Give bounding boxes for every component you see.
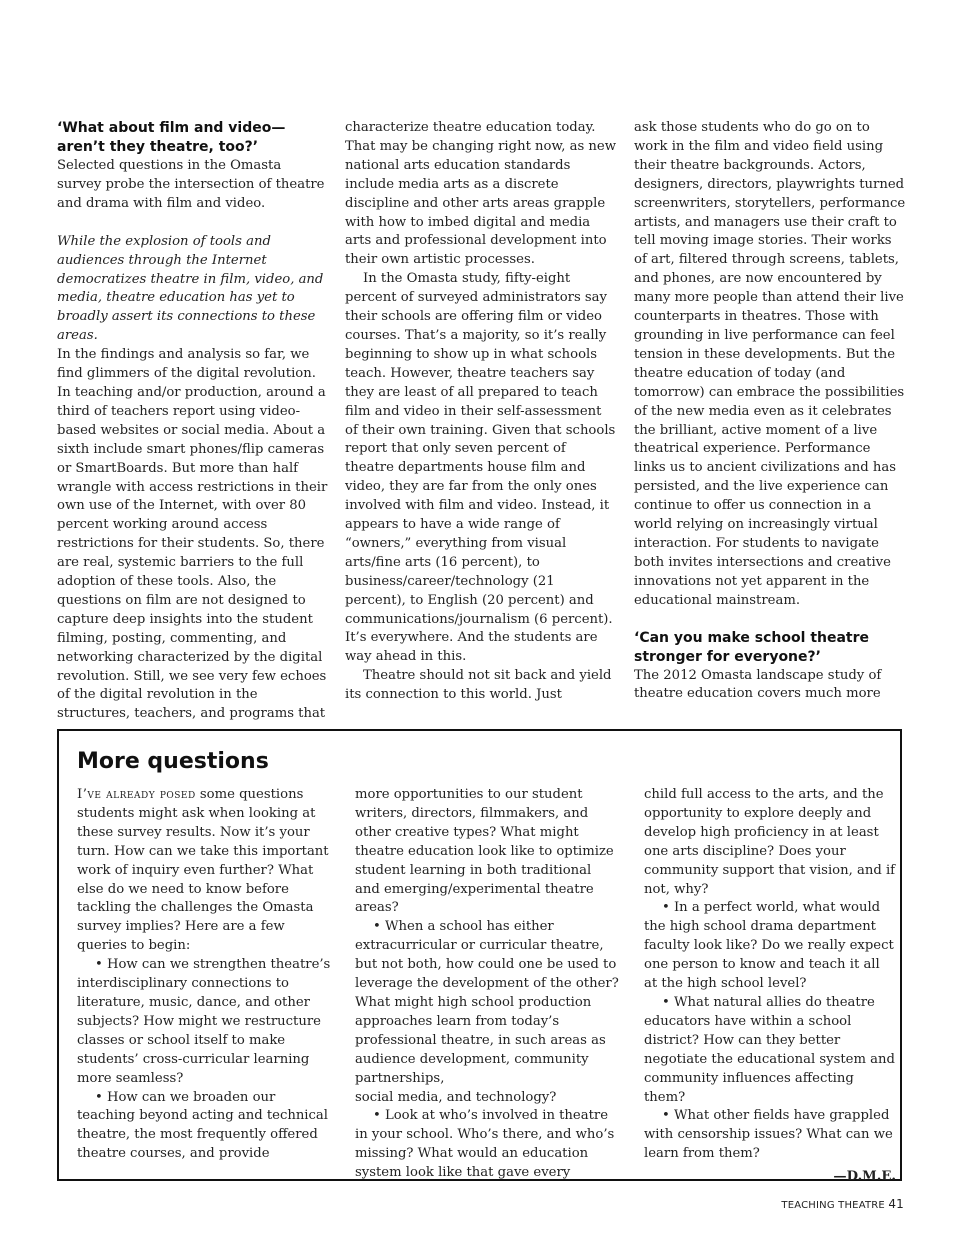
- body-paragraph: In the findings and analysis so far, we find glimmers of the digital revolution. In teaching and/or production, around a third of teachers report using video-based websites or social media. About a sixth include smart phones/flip cameras or SmartBoards. But more than half wrangle with access restrictions in their own use of the Internet, with over 80 percent working around access restrictions for their students. So, there are real, systemic barriers to the full adoption of these tools. Also, the questions on film are not designed to capture deep insights into the student filming, posting, commenting, and networking characterized by the digital revolution. Still, we see very few echoes of the digital revolution in the structures, teachers, and programs that: [57, 347, 328, 722]
- question-bullet: • How can we broaden our teaching beyond acting and technical theatre, the most frequently offered theatre courses, and provide: [77, 1089, 328, 1162]
- body-paragraph: Theatre should not sit back and yield its connection to this world. Just: [345, 668, 612, 703]
- question-bullet: • What natural allies do theatre educators have within a school district? How can they better negotiate the educational system and community influences affecting them?: [644, 994, 895, 1105]
- italic-summary: While the explosion of tools and audiences through the Internet democratizes theatre in film, video, and media, theatre education has yet to broadly assert its connections to these areas.: [57, 233, 324, 344]
- page-number: 41: [888, 1197, 904, 1211]
- body-paragraph: The 2012 Omasta landscape study of theatre education covers much more: [634, 667, 882, 702]
- question-bullet: • When a school has either extracurricular or curricular theatre, but not both, how could one be used to leverage the development of the other? What might high school production approaches learn from today’s professional theatre, in such areas as audience development, community partnerships,: [355, 919, 619, 1086]
- sidebar-paragraph: child full access to the arts, and the opportunity to explore deeply and develop high proficiency in at least one arts discipline? Does your community support that vision, and if not, why?: [644, 787, 896, 897]
- lead-in-caps: I’ve already posed: [77, 787, 196, 802]
- body-paragraph: characterize theatre education today. That may be changing right now, as new national arts education standards include media arts as a discrete discipline and other arts areas grapple with how to imbed digital and media arts and professional development into their own artistic processes.: [345, 120, 617, 268]
- lead-in-text: some questions students might ask when looking at these survey results. Now it’s your turn. How can we take this important work of inquiry even further? What else do we need to know before tackling the challenges the Omasta survey implies? Here are a few queries to begin:: [77, 787, 329, 954]
- publication-name: TEACHING THEATRE: [781, 1200, 885, 1211]
- page-footer: [781, 1197, 904, 1211]
- author-signature: —D.M.E.: [833, 1169, 896, 1185]
- column-2: [345, 119, 617, 705]
- section-heading-school-theatre: ‘Can you make school theatre stronger for everyone?’: [634, 629, 870, 665]
- question-bullet: • In a perfect world, what would the high school drama department faculty look like? Do we really expect one person to know and teach it all at the high school level?: [644, 900, 894, 992]
- question-bullet: • Look at who’s involved in theatre in your school. Who’s there, and who’s missing? What would an education system look like that gave every: [355, 1108, 615, 1181]
- sidebar-column-3: [644, 786, 896, 1187]
- sidebar-line: social media, and technology?: [355, 1089, 557, 1105]
- sidebar-intro: [77, 786, 331, 956]
- section-heading-film-video: ‘What about film and video— aren’t they theatre, too?’: [57, 120, 286, 155]
- sidebar-title: More questions: [77, 749, 269, 774]
- sidebar-box: [57, 729, 902, 1185]
- intro-paragraph: Selected questions in the Omasta survey probe the intersection of theatre and drama with film and video.: [57, 158, 325, 211]
- column-1: [57, 119, 329, 724]
- sidebar-paragraph: more opportunities to our student writers, directors, filmmakers, and other creative types? What might theatre education look like to optimize student learning in both traditional and emerging/experimental theatre areas?: [355, 787, 614, 916]
- body-paragraph: In the Omasta study, fifty-eight percent of surveyed administrators say their schools are offering film or video courses. That’s a majority, so it’s really beginning to show up in what schools teach. However, theatre teachers say they are least of all prepared to teach film and video in their self-assessment of their own training. Given that schools report that only seven percent of theatre departments house film and video, they are far from the only ones involved with film and video. Instead, it appears to have a wide range of “owners,” everything from visual arts/fine arts (16 percent), to business/career/technology (21 percent), to English (20 percent) and communications/journalism (6 percent). It’s everywhere. And the students are way ahead in this.: [345, 271, 616, 665]
- column-3: [634, 119, 906, 704]
- question-bullet: • What other fields have grappled with censorship issues? What can we learn from them?: [644, 1108, 893, 1162]
- question-bullet: • How can we strengthen theatre’s interdisciplinary connections to literature, music, dance, and other subjects? How might we restructure classes or school itself to make students’ cross-curricular learning more seamless?: [77, 957, 331, 1086]
- sidebar-column-2: [355, 786, 619, 1183]
- body-paragraph: ask those students who do go on to work in the film and video field using their theatre backgrounds. Actors, designers, directors, playwrights turned screenwriters, storytellers, performance artists, and managers use their craft to tell moving image stories. Their works of art, filtered through screens, tablets, and phones, are now encountered by many more people than attend their live counterparts in theatres. Those with grounding in live performance can feel tension in these developments. But the theatre education of today (and tomorrow) can embrace the possibilities of the new media even as it celebrates the brilliant, active moment of a live theatrical experience. Performance links us to ancient civilizations and has persisted, and the live experience can continue to offer us connection in a world relying on increasingly virtual interaction. For students to navigate both invites intersections and creative innovations not yet apparent in the educational mainstream.: [634, 120, 906, 608]
- sidebar-column-1: [77, 786, 331, 1164]
